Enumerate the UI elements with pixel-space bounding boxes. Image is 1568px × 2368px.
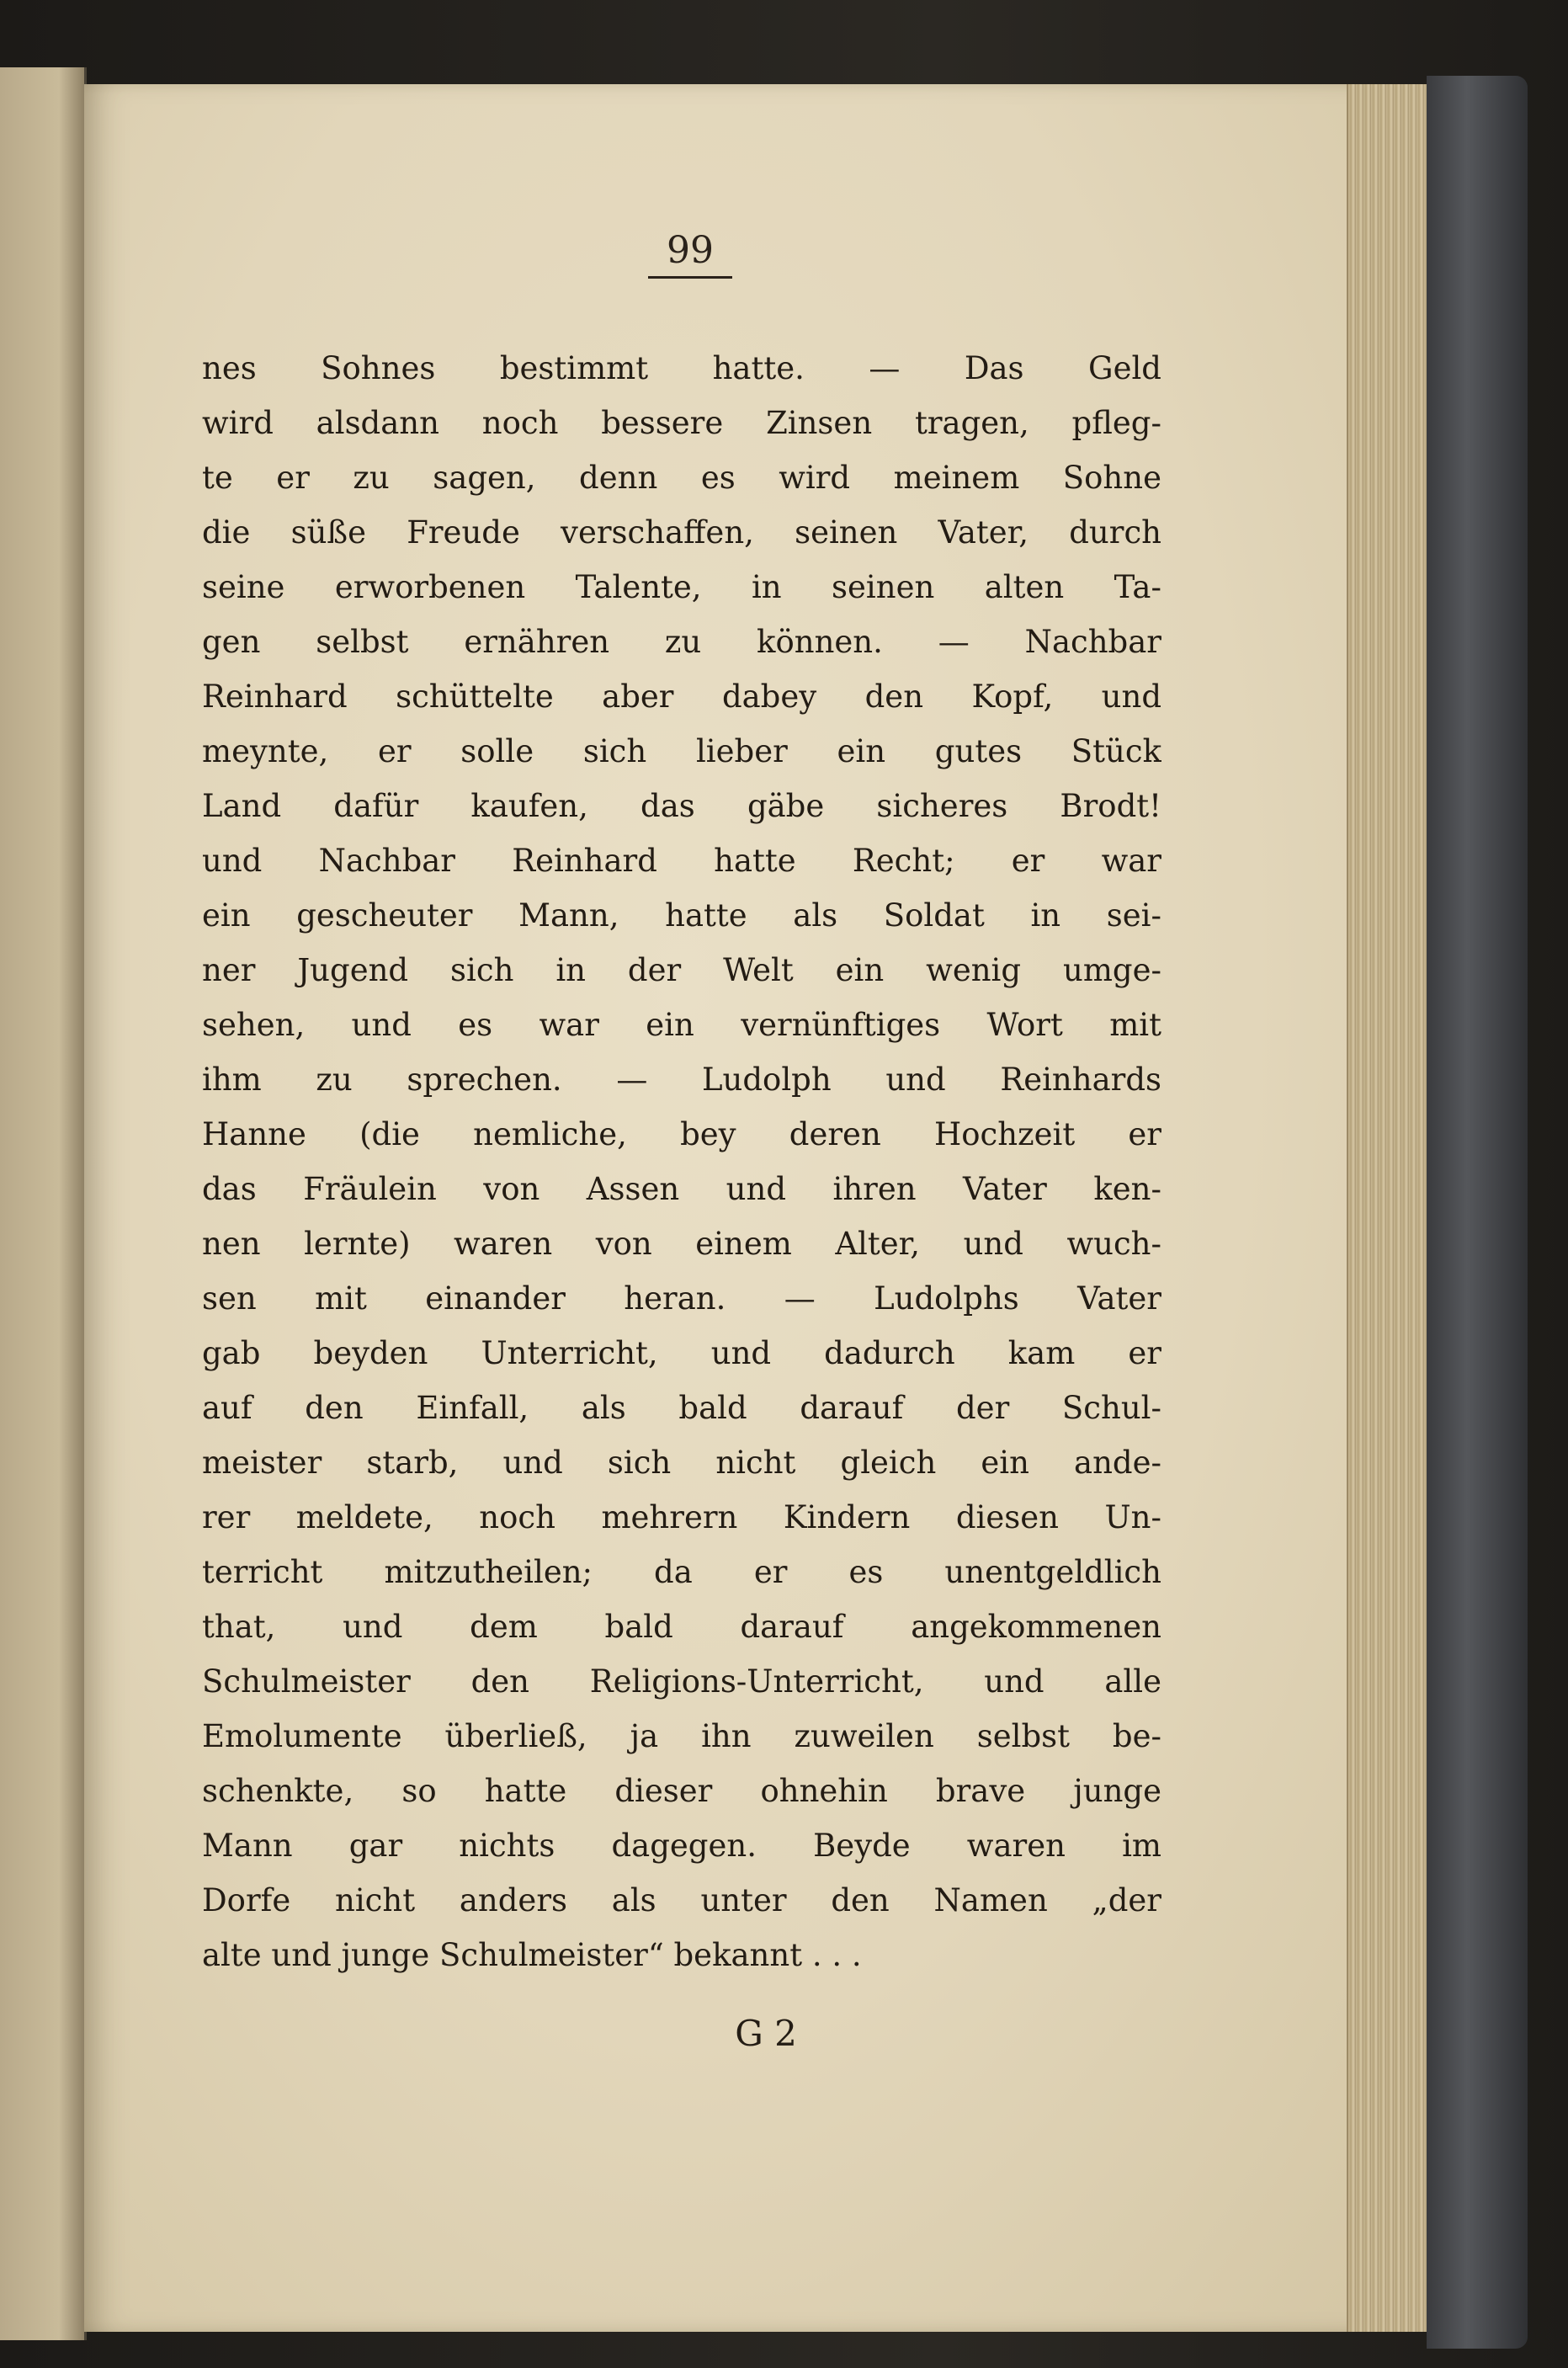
- facing-page-edge: [0, 67, 87, 2340]
- text-line: te er zu sagen, denn es wird meinem Sohne: [202, 460, 1161, 496]
- text-line: Dorfe nicht anders als unter den Namen „der: [202, 1882, 1161, 1918]
- text-line: rer meldete, noch mehrern Kindern diesen Un-: [202, 1499, 1161, 1535]
- text-line: ner Jugend sich in der Welt ein wenig umge-: [202, 952, 1161, 988]
- text-line: ein gescheuter Mann, hatte als Soldat in sei-: [202, 897, 1161, 934]
- page-number: 99: [648, 226, 732, 279]
- text-line: wird alsdann noch bessere Zinsen tragen, pfleg-: [202, 405, 1161, 441]
- text-line: schenkte, so hatte dieser ohnehin brave junge: [202, 1773, 1161, 1809]
- text-line: Reinhard schüttelte aber dabey den Kopf, und: [202, 678, 1161, 715]
- text-line: das Fräulein von Assen und ihren Vater ken-: [202, 1171, 1161, 1207]
- text-line: sehen, und es war ein vernünftiges Wort mit: [202, 1007, 1161, 1043]
- text-line: meister starb, und sich nicht gleich ein ande-: [202, 1445, 1161, 1481]
- text-line: die süße Freude verschaffen, seinen Vater, durch: [202, 514, 1161, 551]
- page-edges: [1347, 84, 1428, 2332]
- text-line: ihm zu sprechen. — Ludolph und Reinhards: [202, 1062, 1161, 1098]
- text-line: meynte, er solle sich lieber ein gutes Stück: [202, 733, 1161, 769]
- signature-mark: G 2: [735, 2013, 797, 2054]
- text-line: Land dafür kaufen, das gäbe sicheres Brodt!: [202, 788, 1161, 824]
- text-line: Mann gar nichts dagegen. Beyde waren im: [202, 1828, 1161, 1864]
- text-line: sen mit einander heran. — Ludolphs Vater: [202, 1280, 1161, 1317]
- text-line: auf den Einfall, als bald darauf der Schul-: [202, 1390, 1161, 1426]
- text-line: seine erworbenen Talente, in seinen alten Ta-: [202, 569, 1161, 605]
- text-line: Emolumente überließ, ja ihn zuweilen selbst be-: [202, 1718, 1161, 1754]
- text-line: nen lernte) waren von einem Alter, und wuch-: [202, 1226, 1161, 1262]
- text-line: gen selbst ernähren zu können. — Nachbar: [202, 624, 1161, 660]
- book-cover: [1427, 76, 1528, 2349]
- text-line: nes Sohnes bestimmt hatte. — Das Geld: [202, 350, 1161, 386]
- text-line: alte und junge Schulmeister“ bekannt . . .: [202, 1937, 862, 1973]
- text-line: Hanne (die nemliche, bey deren Hochzeit er: [202, 1116, 1161, 1152]
- text-line: terricht mitzutheilen; da er es unentgeldlich: [202, 1554, 1161, 1590]
- body-text: [202, 341, 1161, 1982]
- text-line: Schulmeister den Religions-Unterricht, und alle: [202, 1663, 1161, 1700]
- text-line: that, und dem bald darauf angekommenen: [202, 1609, 1161, 1645]
- text-line: und Nachbar Reinhard hatte Recht; er war: [202, 843, 1161, 879]
- text-line: gab beyden Unterricht, und dadurch kam er: [202, 1335, 1161, 1371]
